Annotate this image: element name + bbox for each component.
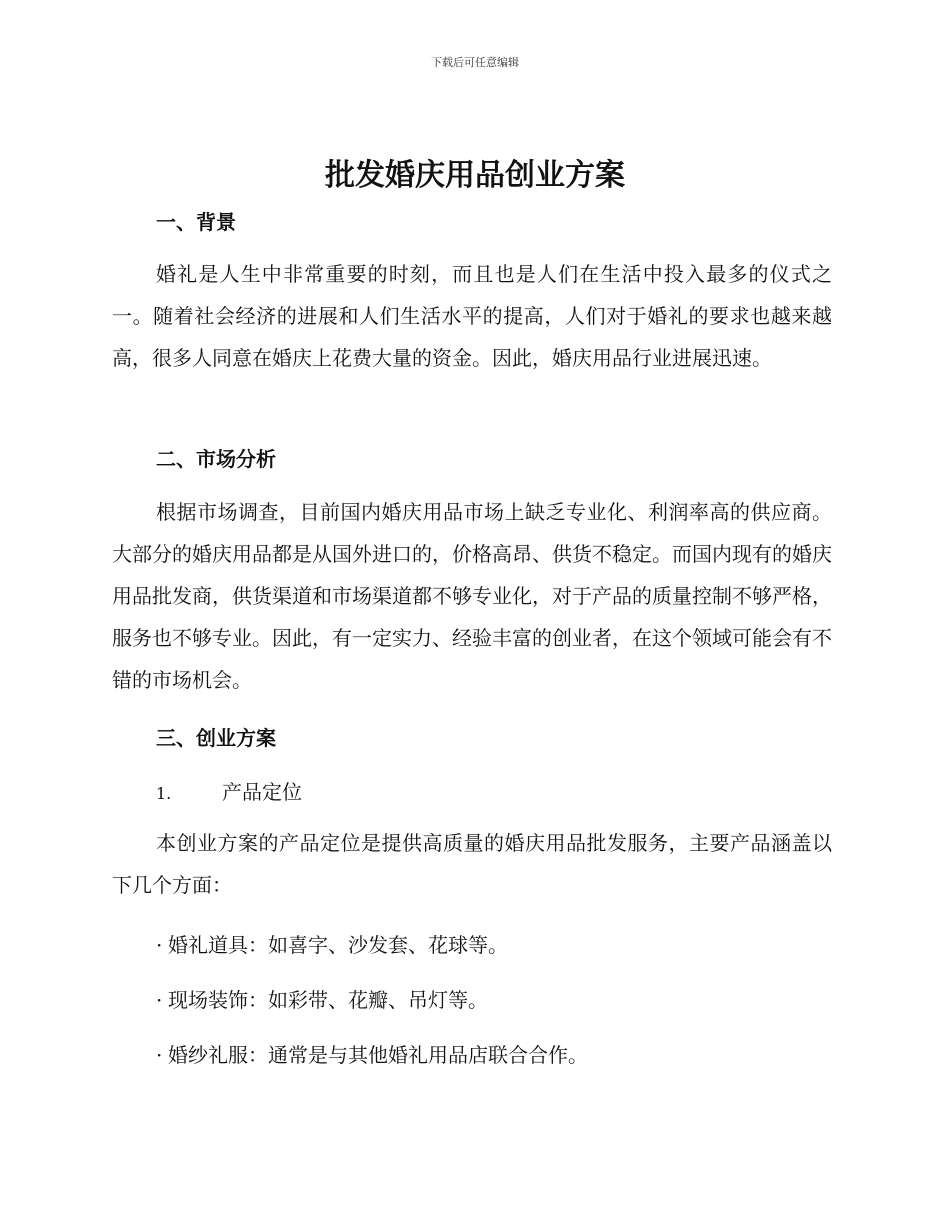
page-header-note: 下载后可任意编辑 — [431, 56, 519, 69]
bullet-icon: · — [156, 988, 163, 1012]
list-item-text: 婚纱礼服：通常是与其他婚礼用品店联合合作。 — [168, 1043, 588, 1067]
section-heading-background: 一、背景 — [156, 210, 236, 234]
bullet-icon: · — [156, 1043, 163, 1067]
list-item — [156, 984, 488, 1013]
subsection-number: 1. — [156, 784, 172, 803]
background-paragraph: 婚礼是人生中非常重要的时刻，而且也是人们在生活中投入最多的仪式之一。随着社会经济的进展和人们生活水平的提高，人们对于婚礼的要求也越来越高，很多人同意在婚庆上花费大量的资金。因此，婚庆用品行业进展迅速。 — [112, 262, 832, 370]
list-item-text: 现场装饰：如彩带、花瓣、吊灯等。 — [168, 988, 488, 1012]
section-heading-market-analysis: 二、市场分析 — [156, 447, 276, 471]
bullet-icon: · — [156, 933, 163, 957]
document-title: 批发婚庆用品创业方案 — [325, 158, 625, 193]
list-item — [156, 929, 508, 958]
list-item-text: 婚礼道具：如喜字、沙发套、花球等。 — [168, 933, 508, 957]
subsection-label: 产品定位 — [222, 780, 302, 804]
section-heading-business-plan: 三、创业方案 — [156, 726, 276, 750]
product-positioning-paragraph: 本创业方案的产品定位是提供高质量的婚庆用品批发服务，主要产品涵盖以下几个方面： — [112, 831, 832, 897]
list-item — [156, 1039, 588, 1068]
subsection-product-positioning — [156, 776, 302, 805]
market-analysis-paragraph: 根据市场调查，目前国内婚庆用品市场上缺乏专业化、利润率高的供应商。大部分的婚庆用品都是从国外进口的，价格高昂、供货不稳定。而国内现有的婚庆用品批发商，供货渠道和市场渠道都不够专业化，对于产品的质量控制不够严格，服务也不够专业。因此，有一定实力、经验丰富的创业者，在这个领域可能会有不错的市场机会。 — [112, 500, 832, 692]
